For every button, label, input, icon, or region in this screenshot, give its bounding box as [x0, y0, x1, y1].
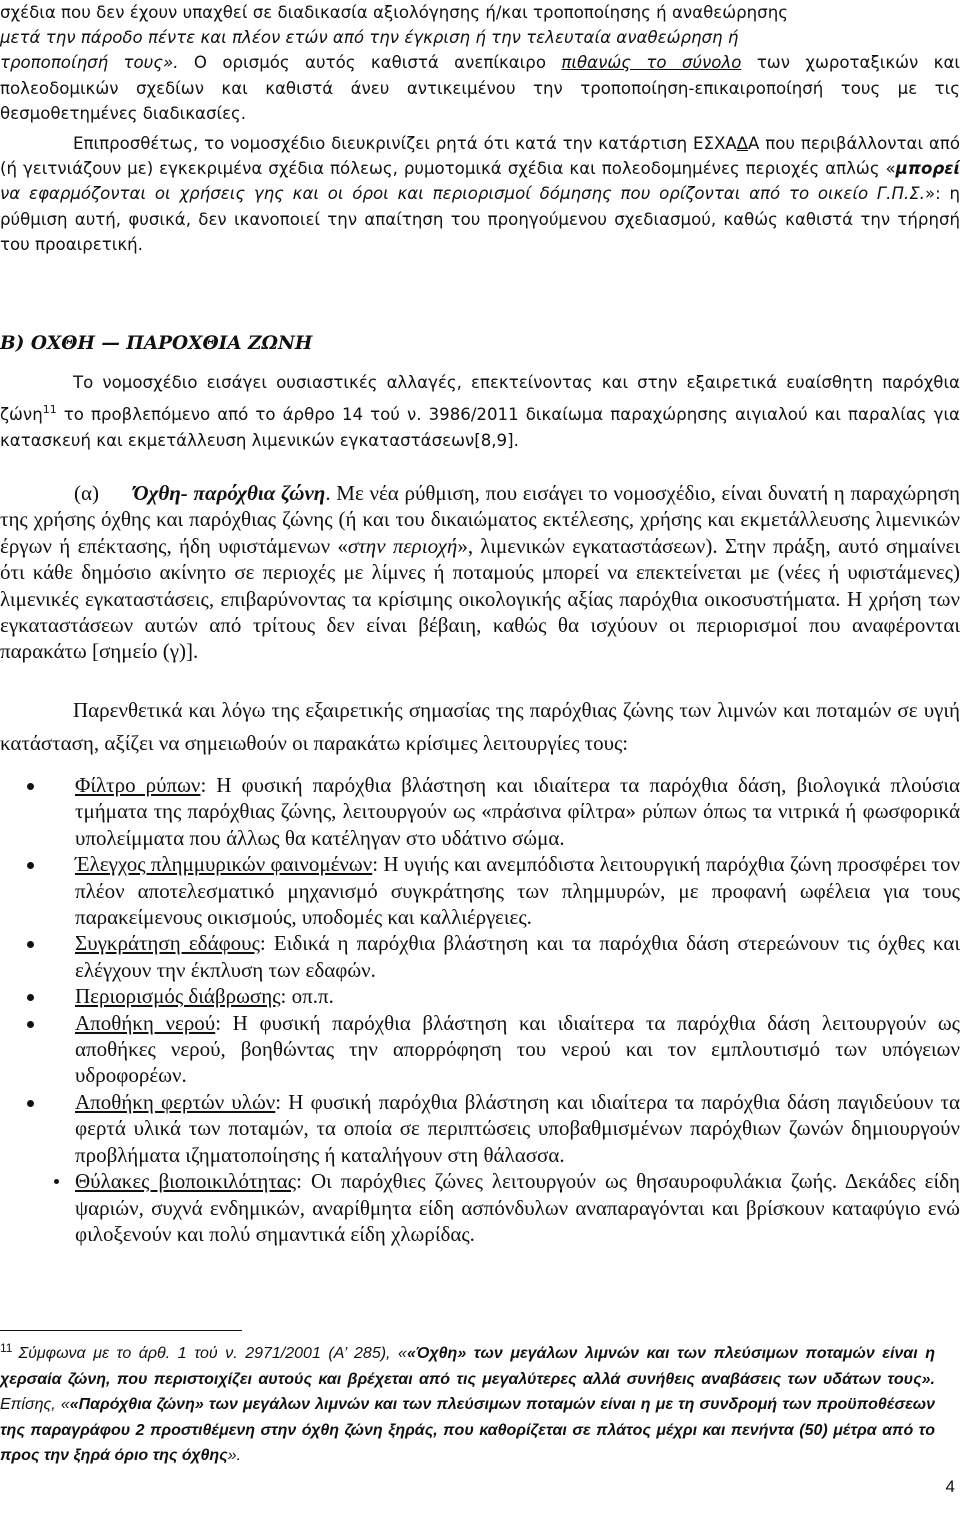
list-item — [0, 851, 960, 930]
bullet-icon — [54, 1179, 59, 1184]
footnote-text: ». — [227, 1447, 242, 1464]
footnote-reference[interactable]: 11 — [42, 402, 57, 416]
list-item-text: : Η φυσική παρόχθια βλάστηση και ιδιαίτερα τα παρόχθια δάση παγιδεύουν τα φερτά υλικά των ποταμών, τα οποία σε περιπτώσεις υποβαθμισμένων παρόχθιων ζωνών δημιουργούν προβλήματα ιζηματοποίησης ή καταλήγουν στη θάλασσα. — [75, 1089, 960, 1167]
paragraph-parochthia — [0, 370, 960, 455]
footnote-separator — [0, 1330, 242, 1331]
text-run: Α που περιβάλλονται από (ή γειτνιάζουν με) εγκεκριμένα σχέδια πόλεως, ρυμοτομικά σχέδια και πολεοδομημένες περιοχές απλώς « — [0, 134, 960, 179]
list-item — [0, 1089, 960, 1168]
footnote-bold-text: «Παρόχθια ζώνη» των μεγάλων λιμνών και των πλεύσιμων ποταμών είναι η με τη συνδρομή των προϋποθέσεων της παραγράφου 2 προστιθέμενη στην όχθη ζώνη ξηράς, που καθορίζεται σε πλάτος μέχρι και πενήντα (50) μέτρα από το προς την ξηρά όριο της όχθης — [0, 1396, 936, 1464]
list-item-term: Συγκράτηση εδάφους — [75, 931, 260, 956]
list-item-term: Αποθήκη νερού — [75, 1010, 216, 1035]
footnote-number: 11 — [0, 1341, 13, 1355]
list-item-term: Αποθήκη φερτών υλών — [75, 1089, 276, 1114]
list-item-term: Έλεγχος πλημμυρικών φαινομένων — [75, 852, 373, 877]
text-line: σχέδια που δεν έχουν υπαχθεί σε διαδικασία αξιολόγησης ή/και τροποποίησης ή αναθεώρησης — [0, 3, 788, 22]
list-item-term: Θύλακες βιοποικιλότητας — [75, 1169, 297, 1194]
text-underlined: πιθανώς το σύνολο — [561, 53, 742, 73]
list-item-term: Περιορισμός διάβρωσης — [75, 984, 281, 1009]
footnote — [0, 1336, 935, 1469]
text-run: Επιπροσθέτως, το νομοσχέδιο διευκρινίζει ρητά ότι κατά την κατάρτιση ΕΣΧΑ — [73, 134, 737, 153]
list-item — [0, 1010, 960, 1089]
bullet-icon — [27, 1100, 34, 1107]
text-run: . Με νέα ρύθμιση, που εισάγει το νομοσχέδιο, είναι δυνατή η παραχώρηση της χρήσης όχθης και παρόχθιας ζώνης (ή και του δικαιώματος εκτέλεσης, χρήσης και εκμετάλλευσης λιμενικών έργων ή επέκτασης, ήδη υφιστάμενων « — [0, 481, 960, 558]
paragraph-intro — [0, 0, 960, 126]
section-heading: Β) ΟΧΘΗ — ΠΑΡΟΧΘΙΑ ΖΩΝΗ — [0, 333, 313, 354]
text-run: Ο ορισμός αυτός καθιστά ανεπίκαιρο — [178, 53, 562, 73]
text-run: »: η ρύθμιση αυτή, φυσικά, δεν ικανοποιεί την απαίτηση του προηγούμενου σχεδιασμού, καθώς καθιστά την τήρησή του προαιρετική. — [0, 184, 960, 254]
paragraph-essada — [0, 131, 960, 257]
list-item-text: : Οι παρόχθιες ζώνες λειτουργούν ως θησαυροφυλάκια ζωής. Δεκάδες είδη ψαριών, συχνά ενδημικών, αναρίθμητα είδη ασπόνδυλων αναπαραγόνται και βρίσκουν καταφύγιο ενώ φιλοξενούν και πολύ σημαντικά είδη χλωρίδας. — [75, 1169, 960, 1246]
list-item-text: : Η φυσική παρόχθια βλάστηση και ιδιαίτερα τα παρόχθια δάση, βιολογικά πλούσια τμήματα της παρόχθιας ζώνης, λειτουργούν ως «πράσινα φίλτρα» ρύπων όπως τα νιτρικά ή φωσφορικά υπολείμματα που άλλως θα κατέληγαν στο υδάτινο σώμα. — [75, 773, 960, 850]
list-item-text: : Η υγιής και ανεμπόδιστα λειτουργική παρόχθια ζώνη προσφέρει τον πλέον αποτελεσματικό μηχανισμό συγκράτησης των πλημμυρών, με προφανή ωφέλεια για τους παρακείμενους οικισμούς, υποδομές και καλλιέργειες. — [75, 852, 960, 930]
text-italic: στην περιοχή — [347, 533, 458, 558]
functions-list — [0, 772, 960, 1247]
text-line: μετά την πάροδο πέντε και πλέον ετών από την έγκριση ή την τελευταία αναθεώρηση ή — [0, 28, 739, 48]
text-run: Το νομοσχέδιο εισάγει ουσιαστικές αλλαγές, επεκτείνοντας και στην εξαιρετικά ευαίσθητη παρόχθια ζώνη — [0, 373, 960, 424]
text-underlined: Δ — [736, 134, 749, 153]
text-italic: τροποποίησή τους». — [0, 53, 179, 73]
text-run: των χωροταξικών και πολεοδομικών σχεδίων και καθιστά άνευ αντικειμένου την τροποποίηση-επικαιροποίησή τους με τις θεσμοθετημένες διαδικασίες. — [0, 53, 960, 123]
bullet-icon — [27, 783, 34, 790]
paragraph-ochthi — [0, 480, 960, 665]
list-item-term: Φίλτρο ρύπων — [75, 773, 201, 797]
bullet-icon — [27, 862, 34, 869]
bullet-icon — [27, 994, 34, 1001]
paragraph-functions-intro: Παρενθετικά και λόγω της εξαιρετικής σημασίας της παρόχθιας ζώνης των λιμνών και ποταμών σε υγιή κατάσταση, αξίζει να σημειωθούν οι παρακάτω κρίσιμες λειτουργίες τους: — [0, 698, 960, 755]
page-number: 4 — [945, 1477, 955, 1496]
item-label: (α) — [74, 481, 99, 505]
text-bold-italic: μπορεί — [895, 159, 960, 179]
list-item — [0, 772, 960, 851]
text-italic: να εφαρμόζονται οι χρήσεις γης και οι όροι και περιορισμοί δόμησης που ορίζονται από το οικείο Γ.Π.Σ. — [0, 184, 925, 204]
list-item — [0, 983, 960, 1009]
list-item-text: : Ειδικά η παρόχθια βλάστηση και τα παρόχθια δάση στερεώνουν τις όχθες και ελέγχουν την έκπλυση των εδαφών. — [75, 931, 960, 982]
list-item-text: : οπ.π. — [280, 984, 334, 1009]
footnote-text: Επίσης, « — [0, 1396, 70, 1413]
footnote-bold-text: «Όχθη» των μεγάλων λιμνών και των πλεύσιμων ποταμών είναι η χερσαία ζώνη, που περιστοιχίζει αυτούς και βρέχεται από τις μεγαλύτερες αλλά συνήθεις αναβάσεις των υδάτων τους». — [0, 1345, 936, 1388]
list-item — [0, 930, 960, 983]
text-run: », λιμενικών εγκαταστάσεων). Στην πράξη, αυτό σημαίνει ότι κάθε δημόσιο ακίνητο σε περιοχές με λίμνες ή ποταμούς μπορεί να επεκτείνεται με (νέες ή υφιστάμενες) λιμενικές εγκαταστάσεις, επιβαρύνοντας τα κρίσιμης οικολογικής αξίας παρόχθια οικοσυστήματα. Η χρήση των εγκαταστάσεων αυτών από τρίτους δεν είναι βέβαιη, καθώς θα ισχύουν οι περιορισμοί που αναφέρονται παρακάτω [σημείο (γ)]. — [0, 533, 960, 664]
bullet-icon — [27, 941, 34, 948]
list-item-text: : Η φυσική παρόχθια βλάστηση και ιδιαίτερα τα παρόχθια δάση λειτουργούν ως αποθήκες νερού, βοηθώντας την απορρόφηση του νερού και τον εμπλουτισμό των υπόγειων υδροφορέων. — [75, 1010, 960, 1088]
bullet-icon — [27, 1021, 34, 1028]
text-run: το προβλεπόμενο από το άρθρο 14 τού ν. 3986/2011 δικαίωμα παραχώρησης αιγιαλού και παραλίας για κατασκευή και εκμετάλλευση λιμενικών εγκαταστάσεων[8,9]. — [0, 404, 960, 451]
item-title: Όχθη- παρόχθια ζώνη — [133, 481, 326, 505]
footnote-text: Σύμφωνα με το άρθ. 1 τού ν. 2971/2001 (Α’ 285), « — [18, 1345, 407, 1362]
list-item — [0, 1168, 960, 1247]
